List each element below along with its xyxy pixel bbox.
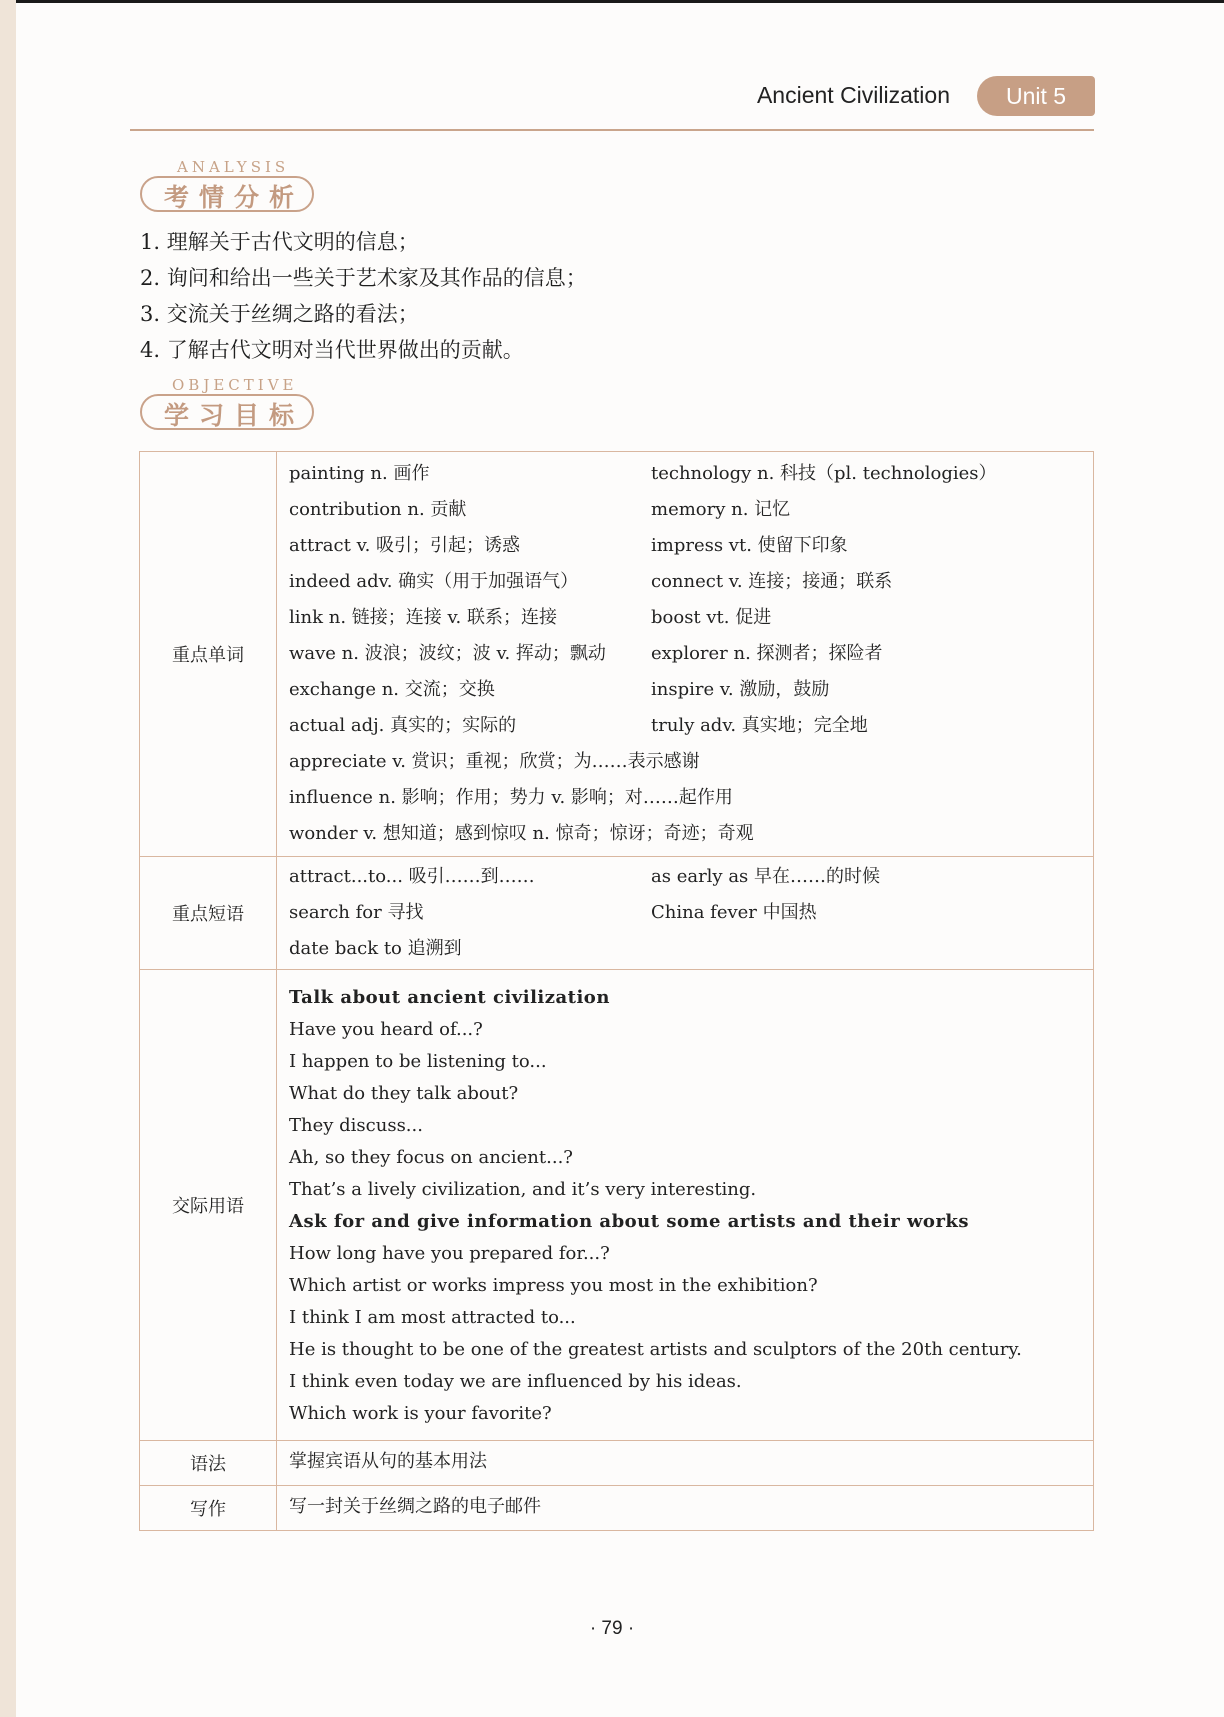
expression-line: They discuss... (289, 1115, 423, 1136)
writing-category: 写作 (140, 1486, 277, 1531)
vocab-word: truly adv. 真实地；完全地 (651, 715, 868, 736)
phrase-item: attract...to... 吸引……到…… (289, 866, 535, 887)
vocab-word: memory n. 记忆 (651, 499, 791, 520)
phrase-item: date back to 追溯到 (289, 938, 462, 959)
header-title: Ancient Civilization (756, 82, 950, 108)
expression-line: What do they talk about? (289, 1083, 519, 1104)
vocab-word: wonder v. 想知道；感到惊叹 n. 惊奇；惊讶；奇迹；奇观 (289, 823, 754, 844)
vocab-word: actual adj. 真实的；实际的 (289, 715, 517, 736)
vocab-word: inspire v. 激励，鼓励 (651, 679, 830, 700)
expressions-cell (277, 970, 1094, 1441)
writing-row (140, 1486, 1094, 1531)
vocab-word: wave n. 波浪；波纹；波 v. 挥动；飘动 (289, 643, 606, 664)
analysis-item: 3. 交流关于丝绸之路的看法； (140, 302, 419, 326)
objective-table (139, 451, 1094, 1531)
vocab-word: attract v. 吸引；引起；诱惑 (289, 535, 521, 556)
vocab-word: painting n. 画作 (289, 463, 430, 484)
expression-heading: Talk about ancient civilization (289, 987, 610, 1008)
objective-label-zh: 学习目标 (164, 401, 305, 430)
page-binding-edge (0, 0, 16, 1717)
writing-text: 写一封关于丝绸之路的电子邮件 (289, 1496, 541, 1517)
unit-badge: Unit 5 (977, 76, 1095, 116)
analysis-label (140, 158, 320, 218)
vocab-category: 重点单词 (140, 452, 277, 857)
expression-line: He is thought to be one of the greatest artists and sculptors of the 20th century. (289, 1339, 1022, 1360)
vocab-row (140, 452, 1094, 857)
expressions-row (140, 970, 1094, 1441)
phrase-item: China fever 中国热 (651, 902, 817, 923)
expression-line: Which artist or works impress you most in the exhibition? (289, 1275, 818, 1296)
objective-label-en: OBJECTIVE (172, 376, 298, 394)
analysis-label-en: ANALYSIS (177, 158, 290, 176)
analysis-list (140, 224, 587, 368)
expression-line: I happen to be listening to... (289, 1051, 547, 1072)
phrases-row (140, 857, 1094, 970)
expression-line: Have you heard of...? (289, 1019, 483, 1040)
expression-line: That’s a lively civilization, and it’s very interesting. (289, 1179, 757, 1200)
header-rule (130, 129, 1094, 131)
vocab-grid (289, 456, 1083, 852)
writing-cell (277, 1486, 1094, 1531)
grammar-row (140, 1441, 1094, 1486)
page-number: · 79 · (589, 1618, 635, 1639)
expression-line: I think I am most attracted to... (289, 1307, 576, 1328)
vocab-word: indeed adv. 确实（用于加强语气） (289, 571, 579, 592)
phrase-item: as early as 早在……的时候 (651, 866, 881, 887)
vocab-word: influence n. 影响；作用；势力 v. 影响；对……起作用 (289, 787, 733, 808)
phrases-category: 重点短语 (140, 857, 277, 970)
vocab-word: connect v. 连接；接通；联系 (651, 571, 893, 592)
vocab-word: link n. 链接；连接 v. 联系；连接 (289, 607, 557, 628)
expression-line: How long have you prepared for...? (289, 1243, 610, 1264)
objective-label (140, 376, 320, 436)
expression-heading: Ask for and give information about some artists and their works (289, 1211, 970, 1232)
analysis-label-zh: 考情分析 (164, 183, 305, 212)
analysis-item: 4. 了解古代文明对当代世界做出的贡献。 (140, 338, 524, 362)
vocab-word: boost vt. 促进 (651, 607, 772, 628)
grammar-text: 掌握宾语从句的基本用法 (289, 1451, 487, 1472)
grammar-category: 语法 (140, 1441, 277, 1486)
vocab-cell (277, 452, 1094, 857)
phrases-grid (289, 859, 1083, 967)
grammar-cell (277, 1441, 1094, 1486)
page-header (600, 76, 1095, 118)
analysis-item: 1. 理解关于古代文明的信息； (140, 230, 419, 254)
top-rule (0, 0, 1224, 3)
phrases-cell (277, 857, 1094, 970)
vocab-word: explorer n. 探测者；探险者 (651, 643, 883, 664)
vocab-word: exchange n. 交流；交换 (289, 679, 495, 700)
phrase-item: search for 寻找 (289, 902, 424, 923)
vocab-word: contribution n. 贡献 (289, 499, 467, 520)
vocab-word: technology n. 科技（pl. technologies） (651, 463, 997, 484)
expression-line: Ah, so they focus on ancient...? (289, 1147, 573, 1168)
expressions-category: 交际用语 (140, 970, 277, 1441)
expression-line: I think even today we are influenced by his ideas. (289, 1371, 742, 1392)
vocab-word: appreciate v. 赏识；重视；欣赏；为……表示感谢 (289, 751, 700, 772)
expression-line: Which work is your favorite? (289, 1403, 552, 1424)
vocab-word: impress vt. 使留下印象 (651, 535, 848, 556)
analysis-item: 2. 询问和给出一些关于艺术家及其作品的信息； (140, 266, 587, 290)
